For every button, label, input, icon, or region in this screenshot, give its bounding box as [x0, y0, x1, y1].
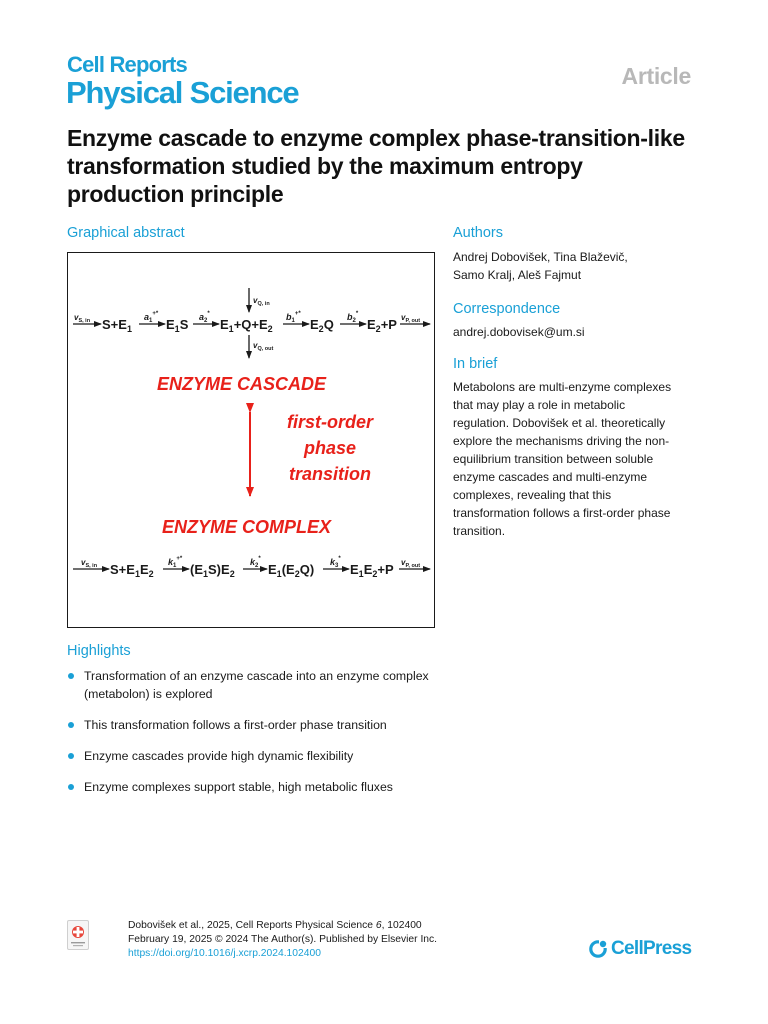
transition-label-line1: first-order: [286, 412, 374, 432]
authors-line-2: Samo Kralj, Aleš Fajmut: [453, 268, 582, 282]
in-brief-line: enzyme cascades and multi-enzyme: [453, 470, 648, 484]
cascade-scheme: [73, 288, 430, 358]
cascade-species-e2-p: $E_2+P$: [367, 317, 397, 334]
paper-title: Enzyme cascade to enzyme complex phase-transition-like transformation studied by the maximum entropy production principle: [67, 125, 685, 207]
in-brief-line: transformation follows a first-order phase: [453, 506, 671, 520]
in-brief-line: equilibrium transition between soluble: [453, 452, 654, 466]
in-brief-line: Metabolons are multi-enzyme complexes: [453, 380, 672, 394]
highlight-item: Enzyme complexes support stable, high metabolic fluxes: [67, 778, 437, 796]
in-brief-line: regulation. Dobovišek et al. theoretically: [453, 416, 666, 430]
complex-species-e1s-e2: $(E_1S)E_2$: [190, 562, 235, 579]
authors-line-1: Andrej Dobovišek, Tina Blaževič,: [453, 250, 628, 264]
copyright-line: February 19, 2025 © 2024 The Author(s). Published by Elsevier Inc.: [128, 934, 438, 945]
bullet-icon: [68, 673, 74, 679]
complex-species-e1e2-p: $E_1E_2+P$: [350, 562, 394, 579]
correspondence-heading: Correspondence: [453, 301, 561, 317]
enzyme-complex-label: ENZYME COMPLEX: [162, 517, 332, 537]
complex-rate-k3: $k_3^*$: [330, 556, 341, 569]
correspondence-email[interactable]: andrej.dobovisek@um.si: [453, 325, 585, 339]
in-brief-line: transition.: [453, 524, 506, 538]
bullet-icon: [68, 753, 74, 759]
cascade-v-out: $v_{P, out}$: [401, 313, 421, 324]
cellpress-logo[interactable]: [588, 938, 691, 960]
graphical-abstract-figure: [67, 252, 435, 628]
complex-rate-k1: $k_1^{+*}$: [168, 556, 183, 569]
citation-block: [128, 919, 437, 961]
highlight-item: Enzyme cascades provide high dynamic flexibility: [67, 747, 437, 765]
cellpress-wordmark: CellPress: [611, 938, 692, 959]
in-brief-line: that may play a role in metabolic: [453, 398, 626, 412]
cascade-v-q-out: $v_{Q, out}$: [253, 341, 274, 352]
authors-heading: Authors: [453, 225, 503, 241]
cellpress-logo-icon: [588, 939, 608, 959]
graphical-abstract-heading: Graphical abstract: [67, 225, 185, 241]
authors-list: [453, 248, 628, 284]
journal-name-line2: Physical Science: [66, 75, 299, 110]
cascade-v-q-in: $v_{Q, in}$: [253, 296, 270, 307]
complex-v-in: $v_{S, in}$: [81, 558, 98, 569]
cascade-rate-a1: $a_1^{+*}$: [144, 311, 159, 324]
cascade-species-e1s: $E_1S$: [166, 317, 189, 334]
cascade-v-in: $v_{S, in}$: [74, 313, 91, 324]
in-brief-heading: In brief: [453, 356, 498, 372]
cascade-species-e1-q-e2: $E_1+Q+E_2$: [220, 317, 273, 334]
crossmark-icon[interactable]: [67, 920, 89, 950]
article-type-label: Article: [621, 63, 691, 89]
highlights-list: [67, 667, 437, 809]
journal-name-line1: Cell Reports: [67, 52, 187, 77]
complex-species-s-e1e2: $S+E_1E_2$: [110, 562, 154, 579]
cascade-species-e2q: $E_2Q$: [310, 317, 334, 334]
cascade-rate-b1: $b_1^{+*}$: [286, 311, 301, 324]
complex-species-e1-e2q: $E_1(E_2Q)$: [268, 562, 315, 579]
cascade-species-s-e1: $S+E_1$: [102, 317, 132, 334]
bullet-icon: [68, 784, 74, 790]
transition-label-line3: transition: [288, 464, 372, 484]
enzyme-cascade-label: ENZYME CASCADE: [157, 374, 327, 394]
highlight-item: Transformation of an enzyme cascade into an enzyme complex (metabolon) is explored: [67, 667, 437, 703]
bullet-icon: [68, 722, 74, 728]
doi-link[interactable]: https://doi.org/10.1016/j.xcrp.2024.102400: [128, 948, 321, 959]
complex-rate-k2: $k_2^*$: [250, 556, 261, 569]
complex-v-out: $v_{P, out}$: [401, 558, 421, 569]
transition-label-line2: phase: [303, 438, 357, 458]
highlights-heading: Highlights: [67, 643, 131, 659]
complex-scheme: [73, 556, 430, 579]
cascade-rate-a2: $a_2^*$: [199, 311, 210, 324]
in-brief-text: [453, 378, 713, 540]
in-brief-line: explore the mechanisms driving the non-: [453, 434, 670, 448]
citation-line: Dobovišek et al., 2025, Cell Reports Physical Science 6, 102400: [128, 920, 422, 931]
cascade-rate-b2: $b_2^*$: [347, 311, 359, 324]
highlight-item: This transformation follows a first-order phase transition: [67, 716, 437, 734]
in-brief-line: complexes, revealing that this: [453, 488, 612, 502]
